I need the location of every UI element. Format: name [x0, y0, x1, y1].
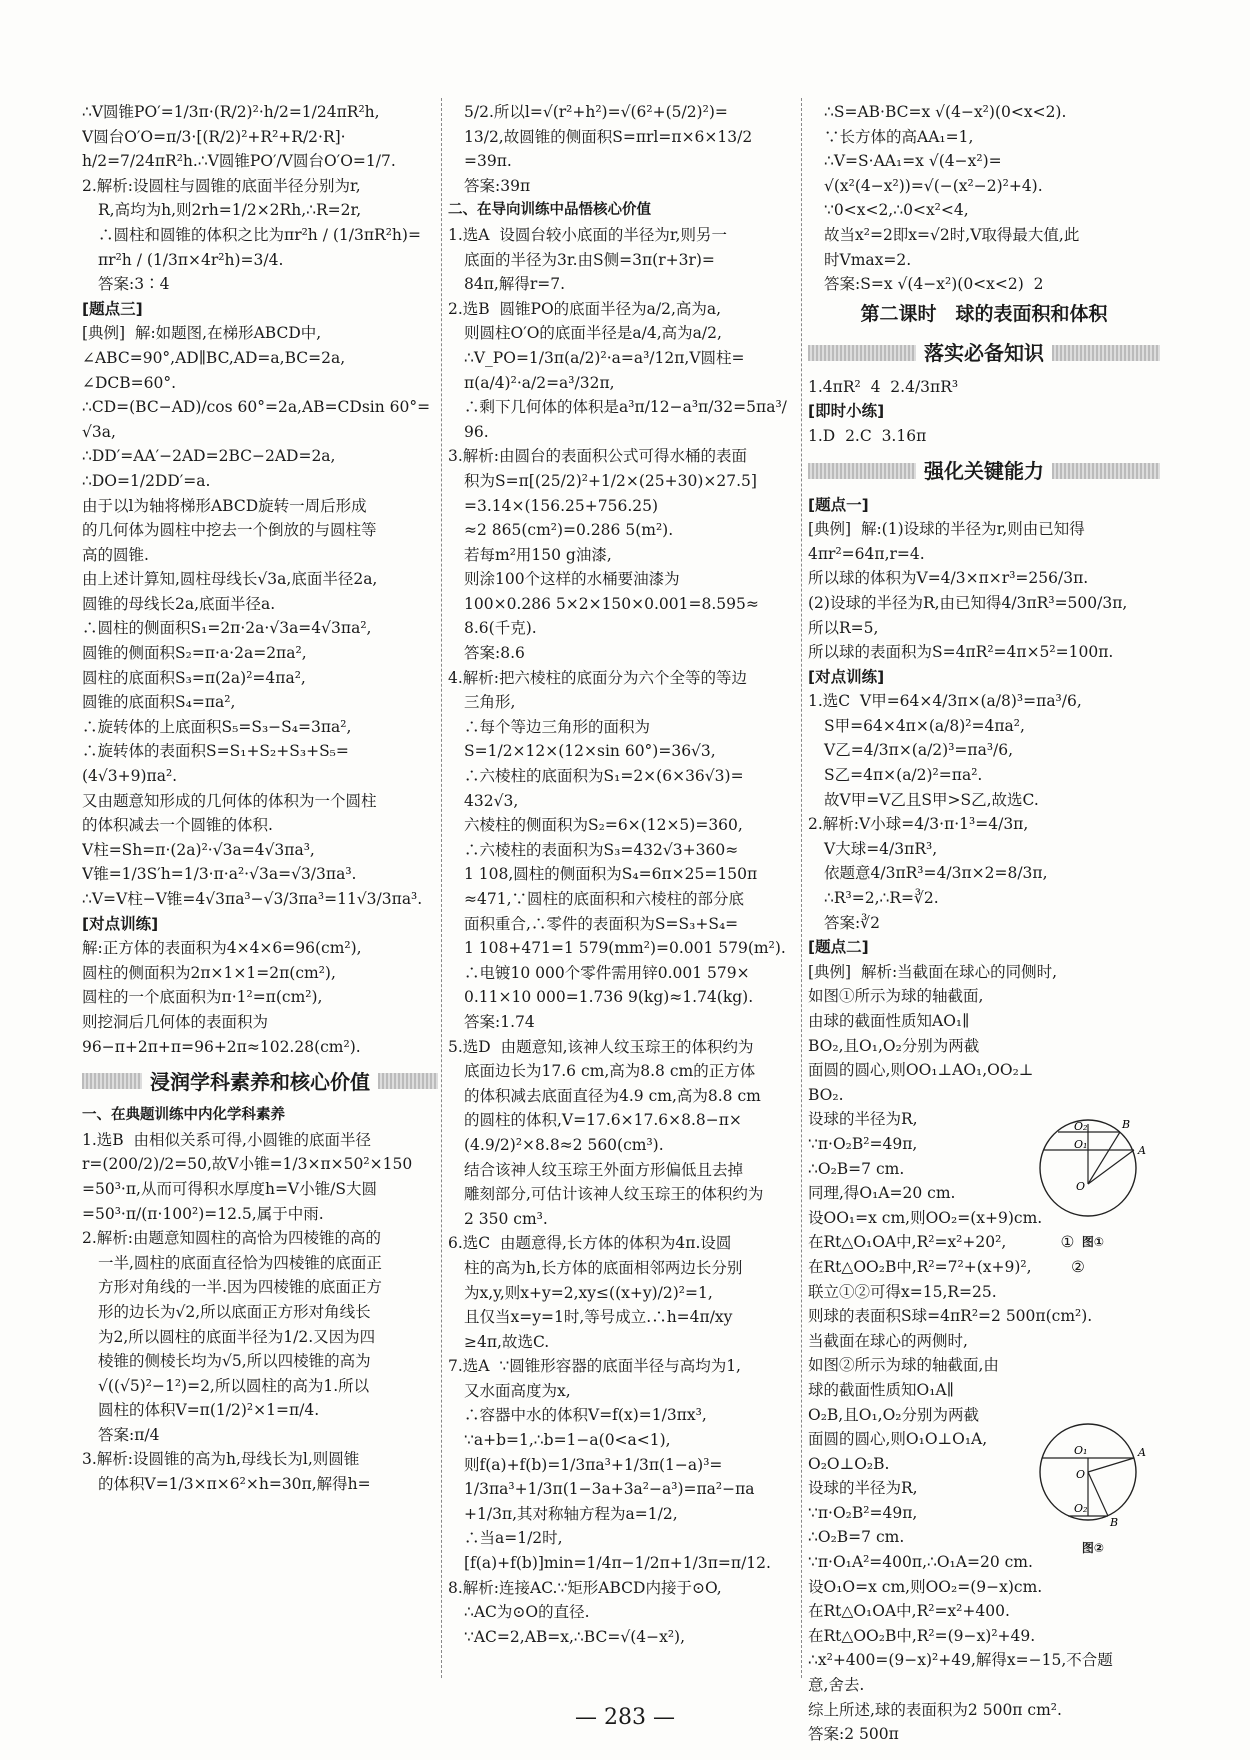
text-line: ∵长方体的高AA₁=1,	[824, 127, 974, 146]
section-tag: [题点三]	[82, 299, 143, 318]
text-line: 设O₁O=x cm,则OO₂=(9−x)cm.	[808, 1577, 1043, 1596]
section-tag: [对点训练]	[82, 914, 159, 933]
text-line: 在Rt△O₁OA中,R²=x²+400.	[808, 1602, 1010, 1621]
text-line: 又水面高度为x,	[464, 1381, 571, 1400]
text-line: 5/2.所以l=√(r²+h²)=√(6²+(5/2)²)=	[464, 103, 728, 121]
text-line: V乙=4/3π×(a/2)³=πa³/6,	[824, 741, 1014, 760]
section-header-ability	[808, 455, 1160, 489]
sphere-diagram-2	[1028, 1416, 1158, 1528]
text-line: 100×0.286 5×2×150×0.001=8.595≈	[464, 594, 759, 613]
text-line: 在Rt△OO₂B中,R²=(9−x)²+49.	[808, 1626, 1036, 1645]
label-a: A	[1138, 1446, 1146, 1459]
text-line: 7.选A ∵圆锥形容器的底面半径与高均为1,	[448, 1357, 741, 1376]
col3a-lines	[808, 100, 1160, 297]
text-line: ∴六棱柱的底面积为S₁=2×(6×36√3)=	[464, 767, 744, 786]
text-line: 8.6(千克).	[464, 619, 537, 638]
text-line: 设OO₁=x cm,则OO₂=(x+9)cm.	[808, 1208, 1043, 1227]
text-line: 设球的半径为R,	[808, 1110, 918, 1129]
col1-lines	[82, 100, 438, 1059]
text-line: 如图②所示为球的轴截面,由	[808, 1356, 999, 1375]
text-line: ∴旋转体的上底面积S₅=S₃−S₄=3πa²,	[82, 717, 352, 736]
text-line: S甲=64×4π×(a/8)²=4πa²,	[824, 716, 1025, 735]
figure-1-sphere-same-side	[1028, 1110, 1158, 1249]
text-line: ≈471,∵圆柱的底面积和六棱柱的部分底	[464, 890, 745, 908]
text-line: ∴V圆锥PO′=1/3π·(R/2)²·h/2=1/24πR²h,	[82, 103, 380, 121]
section-title: 浸润学科素养和核心价值	[142, 1070, 378, 1095]
text-line: 答案:8.6	[464, 644, 525, 663]
figure-1-caption: 图①	[1081, 1234, 1105, 1249]
text-line: 答案:39π	[464, 176, 531, 195]
sphere-diagram-1	[1028, 1110, 1158, 1222]
text-line: 答案:3∶4	[98, 275, 170, 294]
text-line: 答案:∛2	[824, 913, 880, 932]
column-divider	[801, 98, 802, 1678]
text-line: 3.解析:由圆台的表面积公式可得水桶的表面	[448, 447, 748, 466]
text-line: 一半,圆柱的底面直径恰为四棱锥的底面正	[98, 1253, 382, 1272]
text-line: ∴V_PO=1/3π(a/2)²·a=a³/12π,V圆柱=	[464, 348, 745, 367]
label-o: O	[1076, 1180, 1086, 1193]
text-line: ∵π·O₂B²=49π,	[808, 1134, 918, 1153]
text-line: 由球的截面性质知AO₁∥	[808, 1012, 970, 1030]
text-line: 圆柱的体积V=π(1/2)²×1=π/4.	[98, 1401, 320, 1420]
figure-2-sphere-opposite-sides	[1028, 1416, 1158, 1555]
text-line: ∠ABC=90°,AD∥BC,AD=a,BC=2a,	[82, 348, 346, 367]
column-divider	[441, 98, 442, 1678]
text-line: 则涂100个这样的水桶要油漆为	[464, 570, 680, 589]
text-line: O₂B,且O₁,O₂分别为两截	[808, 1405, 980, 1424]
section-tag: [题点二]	[808, 938, 869, 957]
text-line: =3.14×(156.25+756.25)	[464, 496, 659, 515]
text-line: 的几何体为圆柱中挖去一个倒放的与圆柱等	[82, 521, 377, 540]
text-line: ∴DD′=AA′−2AD=2BC−2AD=2a,	[82, 447, 336, 466]
text-line: [f(a)+f(b)]min=1/4π−1/2π+1/3π=π/12.	[464, 1554, 771, 1573]
text-line: 2 350 cm³.	[464, 1209, 548, 1228]
text-line: 1 108+471=1 579(mm²)=0.001 579(m²).	[464, 939, 786, 958]
label-b: B	[1110, 1516, 1119, 1528]
text-line: ∴O₂B=7 cm.	[808, 1159, 905, 1178]
text-line: ∵AC=2,AB=x,∴BC=√(4−x²),	[464, 1627, 686, 1646]
text-line: ∴R³=2,∴R=∛2.	[824, 889, 939, 908]
text-line: [典例] 解:(1)设球的半径为r,则由已知得	[808, 520, 1085, 539]
text-line: 1.D 2.C 3.16π	[808, 426, 927, 445]
col1b-lines	[82, 1103, 438, 1497]
column-1	[82, 100, 438, 1497]
label-o1: O₁	[1074, 1444, 1088, 1457]
text-line: S乙=4π×(a/2)²=πa².	[824, 766, 983, 785]
text-line: 圆柱的底面积S₃=π(2a)²=4πa²,	[82, 668, 306, 687]
text-line: ∴圆柱和圆锥的体积之比为πr²h / (1/3πR²h)=	[98, 225, 421, 244]
label-o2: O₂	[1074, 1120, 1088, 1133]
text-line: 结合该神人纹玉琮王外面方形偏低且去掉	[464, 1160, 744, 1179]
text-line: √(x²(4−x²))=√(−(x²−2)²+4).	[824, 176, 1043, 195]
subsection-heading: 二、在导向训练中品悟核心价值	[448, 202, 651, 219]
text-line: 的体积V=1/3×π×6²×h=30π,解得h=	[98, 1475, 371, 1494]
text-line: =50³·π/(π·100²)=12.5,属于中雨.	[82, 1204, 324, 1223]
text-line: 则f(a)+f(b)=1/3πa³+1/3π(1−a)³=	[464, 1455, 723, 1474]
text-line: 6.选C 由题意得,长方体的体积为4π.设圆	[448, 1234, 732, 1253]
text-line: V锥=1/3S′h=1/3·π·a²·√3a=√3/3πa³.	[82, 865, 357, 884]
text-line: 在Rt△OO₂B中,R²=7²+(x+9)², ②	[808, 1257, 1085, 1276]
text-line: 答案:S=x √(4−x²)(0<x<2) 2	[824, 275, 1044, 294]
text-line: 0.11×10 000=1.736 9(kg)≈1.74(kg).	[464, 988, 754, 1007]
section-title: 落实必备知识	[916, 341, 1052, 366]
text-line: r=(200/2)/2=50,故V小锥=1/3×π×50²×150	[82, 1155, 413, 1174]
text-line: ∠DCB=60°.	[82, 373, 177, 392]
text-line: ∵π·O₂B²=49π,	[808, 1503, 918, 1522]
text-line: 故V甲=V乙且S甲>S乙,故选C.	[824, 790, 1039, 809]
text-line: ∴当a=1/2时,	[464, 1529, 563, 1548]
text-line: 解:正方体的表面积为4×4×6=96(cm²),	[82, 939, 362, 958]
column-2	[448, 100, 796, 1649]
text-line: ∴剩下几何体的体积是a³π/12−a³π/32=5πa³/96.	[464, 398, 787, 441]
label-o2: O₂	[1074, 1502, 1088, 1515]
label-o1: O₁	[1074, 1138, 1088, 1151]
text-line: 所以球的表面积为S=4πR²=4π×5²=100π.	[808, 643, 1114, 662]
column-3	[808, 100, 1160, 1747]
text-line: ∴O₂B=7 cm.	[808, 1528, 905, 1547]
text-line: (2)设球的半径为R,由已知得4/3πR³=500/3π,	[808, 593, 1128, 612]
text-line: 2.解析:由题意知圆柱的高恰为四棱锥的高的	[82, 1229, 382, 1248]
text-line: 2.解析:设圆柱与圆锥的底面半径分别为r,	[82, 176, 361, 195]
text-line: 的圆柱的体积,V=17.6×17.6×8.8−π×	[464, 1111, 742, 1130]
label-b: B	[1122, 1118, 1131, 1131]
text-line: 2.选B 圆锥PO的底面半径为a/2,高为a,	[448, 299, 722, 318]
text-line: 3.解析:设圆锥的高为h,母线长为l,则圆锥	[82, 1450, 360, 1469]
text-line: 设球的半径为R,	[808, 1479, 918, 1498]
text-line: 1.4πR² 4 2.4/3πR³	[808, 377, 959, 396]
text-line: 球的截面性质知O₁A∥	[808, 1380, 954, 1399]
text-line: 当截面在球心的两侧时,	[808, 1331, 968, 1350]
text-line: 底面的半径为3r.由S侧=3π(r+3r)=	[464, 250, 715, 269]
text-line: 六棱柱的侧面积为S₂=6×(12×5)=360,	[464, 816, 743, 835]
text-line: BO₂,且O₁,O₂分别为两截	[808, 1036, 980, 1055]
text-line: [典例] 解:如题图,在梯形ABCD中,	[82, 324, 322, 343]
label-o: O	[1076, 1468, 1086, 1481]
text-line: 则球的表面积S球=4πR²=2 500π(cm²).	[808, 1307, 1093, 1326]
label-a: A	[1138, 1144, 1146, 1157]
text-line: ∵a+b=1,∴b=1−a(0<a<1),	[464, 1431, 671, 1450]
text-line: 1.选A 设圆台较小底面的半径为r,则另一	[448, 225, 727, 244]
text-line: 底面边长为17.6 cm,高为8.8 cm的正方体	[464, 1062, 756, 1081]
text-line: ∴x²+400=(9−x)²+49,解得x=−15,不合题	[808, 1651, 1113, 1670]
text-line: 面圆的圆心,则O₁O⊥O₁A,	[808, 1430, 988, 1449]
text-line: π(a/4)²·a/2=a³/32π,	[464, 373, 615, 392]
text-line: 圆柱的侧面积为2π×1×1=2π(cm²),	[82, 963, 336, 982]
text-line: BO₂.	[808, 1085, 844, 1104]
text-line: ∴六棱柱的表面积为S₃=432√3+360≈	[464, 840, 739, 859]
text-line: 8.解析:连接AC.∵矩形ABCD内接于⊙O,	[448, 1578, 722, 1597]
text-line: 由上述计算知,圆柱母线长√3a,底面半径2a,	[82, 570, 378, 589]
text-line: ∵π·O₁A²=400π,∴O₁A=20 cm.	[808, 1553, 1033, 1572]
text-line: [典例] 解析:当截面在球心的同侧时,	[808, 962, 1058, 981]
lesson-title: 第二课时 球的表面积和体积	[860, 302, 1108, 325]
text-line: 圆锥的母线长2a,底面半径a.	[82, 594, 276, 613]
figure-2-caption: 图②	[1081, 1540, 1105, 1555]
text-line: 答案:2 500π	[808, 1725, 899, 1744]
text-line: 1.选C V甲=64×4/3π×(a/8)³=πa³/6,	[808, 692, 1082, 711]
text-line: 答案:1.74	[464, 1012, 535, 1031]
text-line: 且仅当x=y=1时,等号成立.∴h=4π/xy	[464, 1308, 733, 1327]
text-line: 依题意4/3πR³=4/3π×2=8/3π,	[824, 864, 1048, 883]
text-line: 的体积减去底面直径为4.9 cm,高为8.8 cm	[464, 1086, 761, 1105]
text-line: 的体积减去一个圆锥的体积.	[82, 816, 273, 835]
text-line: ∴V=S·AA₁=x √(4−x²)=	[824, 152, 1002, 171]
text-line: +1/3π,其对称轴方程为a=1/2,	[464, 1504, 678, 1523]
text-line: 面积重合,∴零件的表面积为S=S₃+S₄=	[464, 914, 739, 933]
col3b-lines	[808, 375, 1160, 449]
text-line: 1 108,圆柱的侧面积为S₄=6π×25=150π	[464, 865, 758, 884]
section-tag: [即时小练]	[808, 402, 885, 421]
text-line: ∴电镀10 000个零件需用锌0.001 579×	[464, 963, 750, 982]
section-tag: [对点训练]	[808, 667, 885, 686]
text-line: 联立①②可得x=15,R=25.	[808, 1282, 997, 1301]
text-line: 由于以l为轴将梯形ABCD旋转一周后形成	[82, 496, 367, 515]
text-line: 方形对角线的一半.因为四棱锥的底面正方	[98, 1278, 382, 1297]
text-line: S=1/2×12×(12×sin 60°)=36√3,	[464, 742, 716, 761]
text-line: 1/3πa³+1/3π(1−3a+3a²−a³)=πa²−πa	[464, 1480, 755, 1499]
text-line: ∴S=AB·BC=x √(4−x²)(0<x<2).	[824, 103, 1067, 121]
text-line: 高的圆锥.	[82, 545, 149, 564]
text-line: 5.选D 由题意知,该神人纹玉琮王的体积约为	[448, 1037, 754, 1056]
text-line: =39π.	[464, 152, 512, 171]
text-line: 4.解析:把六棱柱的底面分为六个全等的等边	[448, 668, 748, 687]
text-line: ∴V=V柱−V锥=4√3πa³−√3/3πa³=11√3/3πa³.	[82, 890, 423, 908]
text-line: ∴容器中水的体积V=f(x)=1/3πx³,	[464, 1406, 707, 1425]
section-header-knowledge	[808, 337, 1160, 371]
text-line: 时Vmax=2.	[824, 250, 912, 269]
section-tag: [题点一]	[808, 495, 869, 514]
text-line: =50³·π,从而可得积水厚度h=V小锥/S大圆	[82, 1179, 377, 1198]
text-line: 在Rt△O₁OA中,R²=x²+20², ①	[808, 1233, 1075, 1252]
text-line: 圆锥的侧面积S₂=π·a·2a=2πa²,	[82, 644, 307, 663]
text-line: ∴DO=1/2DD′=a.	[82, 471, 211, 490]
text-line: 所以R=5,	[808, 618, 879, 637]
text-line: 13/2,故圆锥的侧面积S=πrl=π×6×13/2	[464, 127, 753, 146]
text-line: (4√3+9)πa².	[82, 767, 178, 786]
text-line: ∴每个等边三角形的面积为	[464, 717, 651, 736]
text-line: 为2,所以圆柱的底面半径为1/2.又因为四	[98, 1327, 376, 1346]
section-title: 强化关键能力	[916, 459, 1052, 484]
text-line: 若每m²用150 g油漆,	[464, 545, 612, 564]
section-header-core-values	[82, 1065, 438, 1099]
text-line: ∴AC为⊙O的直径.	[464, 1603, 590, 1622]
text-line: 三角形,	[464, 693, 516, 712]
text-line: 84π,解得r=7.	[464, 275, 566, 294]
text-line: 棱锥的侧棱长均为√5,所以四棱锥的高为	[98, 1352, 371, 1371]
text-line: h/2=7/24πR²h.∴V圆锥PO′/V圆台O′O=1/7.	[82, 152, 396, 171]
text-line: πr²h / (1/3π×4r²h)=3/4.	[98, 250, 284, 269]
text-line: 96−π+2π+π=96+2π≈102.28(cm²).	[82, 1037, 361, 1056]
text-line: 答案:π/4	[98, 1425, 160, 1444]
text-line: ∴旋转体的表面积S=S₁+S₂+S₃+S₅=	[82, 742, 349, 761]
text-line: ∴圆柱的侧面积S₁=2π·2a·√3a=4√3πa²,	[82, 619, 372, 638]
text-line: 1.选B 由相似关系可得,小圆锥的底面半径	[82, 1130, 371, 1149]
text-line: (4.9/2)²×8.8≈2 560(cm³).	[464, 1135, 664, 1154]
text-line: ∴CD=(BC−AD)/cos 60°=2a,AB=CDsin 60°=√3a,	[82, 398, 431, 441]
text-line: 同理,得O₁A=20 cm.	[808, 1184, 956, 1203]
text-line: 所以球的体积为V=4/3×π×r³=256/3π.	[808, 569, 1089, 588]
text-line: 综上所述,球的表面积为2 500π cm².	[808, 1700, 1062, 1719]
text-line: V圆台O′O=π/3·[(R/2)²+R²+R/2·R]·	[82, 127, 346, 146]
page-number: — 283 —	[575, 1705, 675, 1730]
text-line: 4πr²=64π,r=4.	[808, 544, 925, 563]
text-line: 圆柱的一个底面积为π·1²=π(cm²),	[82, 988, 323, 1007]
text-line: 柱的高为h,长方体的底面相邻两边长分别	[464, 1258, 743, 1277]
text-line: 则挖洞后几何体的表面积为	[82, 1012, 269, 1031]
text-line: 面圆的圆心,则OO₁⊥AO₁,OO₂⊥	[808, 1061, 1034, 1080]
text-line: 积为S=π[(25/2)²+1/2×(25+30)×27.5]	[464, 471, 757, 490]
text-line: 故当x²=2即x=√2时,V取得最大值,此	[824, 225, 1080, 244]
text-line: ∵0<x<2,∴0<x²<4,	[824, 201, 969, 220]
text-line: 又由题意知形成的几何体的体积为一个圆柱	[82, 791, 377, 810]
text-line: 形的边长为√2,所以底面正方形对角线长	[98, 1302, 371, 1321]
text-line: ≈2 865(cm²)=0.286 5(m²).	[464, 521, 674, 540]
text-line: 为x,y,则x+y=2,xy≤((x+y)/2)²=1,	[464, 1283, 713, 1302]
text-line: R,高均为h,则2rh=1/2×2Rh,∴R=2r,	[98, 201, 362, 220]
text-line: 雕刻部分,可估计该神人纹玉琮王的体积约为	[464, 1185, 764, 1204]
text-line: 意,舍去.	[808, 1676, 865, 1695]
text-line: V大球=4/3πR³,	[824, 839, 938, 858]
col2-lines	[448, 100, 796, 1649]
text-line: 如图①所示为球的轴截面,	[808, 987, 984, 1006]
text-line: V柱=Sh=π·(2a)²·√3a=4√3πa³,	[82, 840, 315, 859]
text-line: 432√3,	[464, 791, 519, 810]
text-line: 2.解析:V小球=4/3·π·1³=4/3π,	[808, 815, 1029, 834]
text-line: O₂O⊥O₂B.	[808, 1454, 890, 1473]
text-line: ≥4π,故选C.	[464, 1332, 550, 1351]
text-line: √((√5)²−1²)=2,所以圆柱的高为1.所以	[98, 1376, 370, 1395]
subsection-heading: 一、在典题训练中内化学科素养	[82, 1107, 285, 1124]
text-line: 圆锥的底面积S₄=πa²,	[82, 693, 236, 712]
text-line: 则圆柱O′O的底面半径是a/4,高为a/2,	[464, 324, 722, 343]
